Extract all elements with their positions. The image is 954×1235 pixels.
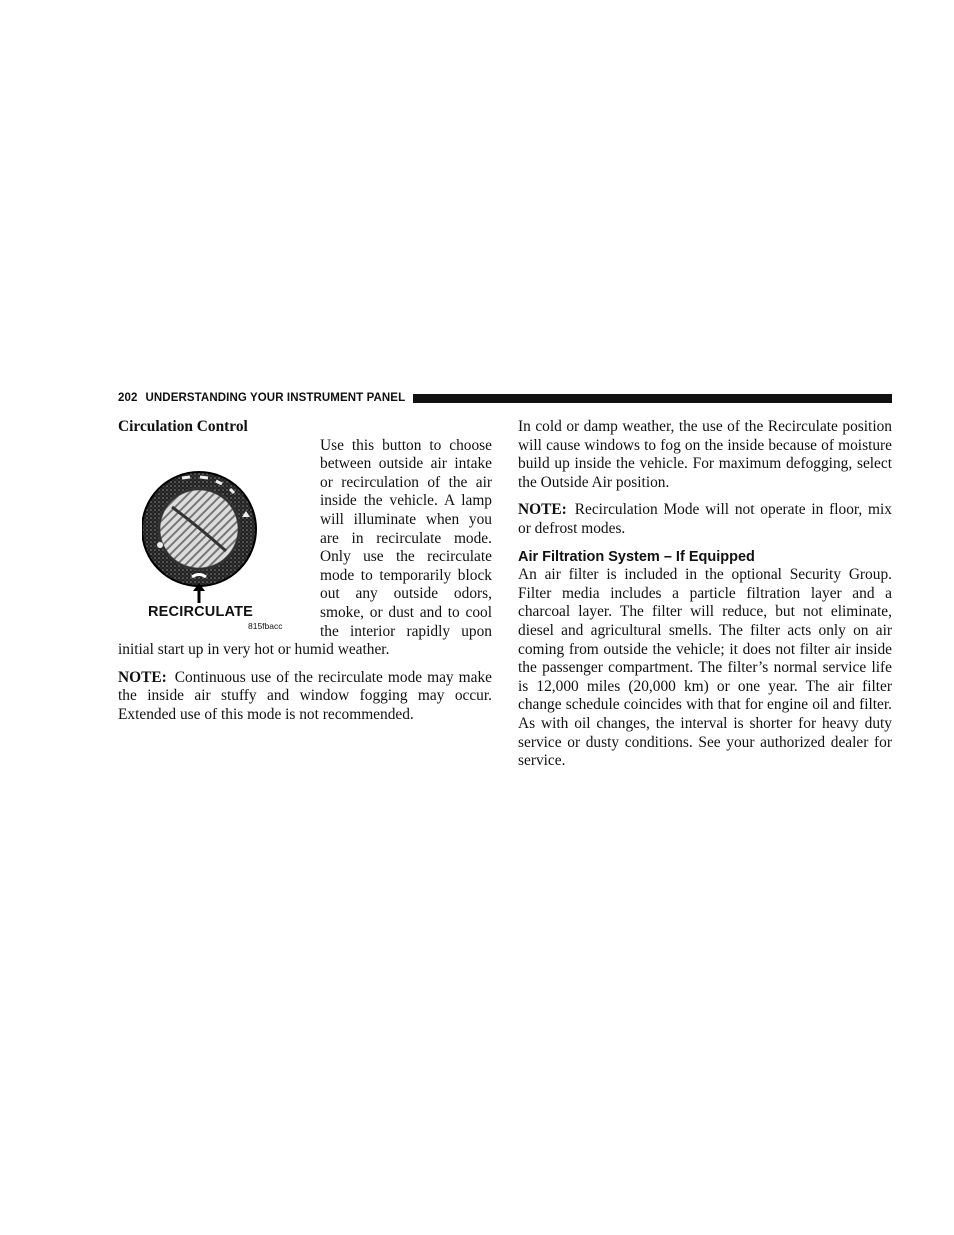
air-filtration-paragraph: An air filter is included in the optional Security Group. Filter media includes a particle filtration layer and a charcoal layer. The filter will reduce, but not eliminate, diesel and agricultural smells. The filter acts only on air coming from outside the vehicle; it does not filter air inside the passenger compartment. The filter’s normal service life is 12,000 miles (20,000 km) or one year. The air filter change schedule coincides with that for engine oil and filter. As with oil changes, the interval is shorter for heavy duty service or dusty conditions. See your authorized dealer for service. <box>518 566 892 770</box>
note-text: Recirculation Mode will not operate in floor, mix or defrost modes. <box>518 501 892 537</box>
recirculate-label: RECIRCULATE <box>148 603 254 620</box>
right-column <box>518 418 892 771</box>
note-label: NOTE: <box>118 668 167 686</box>
note-label: NOTE: <box>518 501 567 519</box>
page-number: 202 <box>118 392 138 404</box>
cold-weather-paragraph: In cold or damp weather, the use of the Recirculate position will cause windows to fog on the inside because of moisture build up inside the vehicle. For maximum defogging, select the Outside Air position. <box>518 418 892 491</box>
left-column <box>118 418 492 725</box>
recirculate-knob-figure <box>142 437 314 631</box>
header-rule <box>413 394 892 403</box>
section-title: UNDERSTANDING YOUR INSTRUMENT PANEL <box>145 392 406 404</box>
figure-code: 815fbacc <box>248 620 283 631</box>
note-text: Continuous use of the recirculate mode may make the inside air stuffy and window fogging may occur. Extended use of this mode is not recommended. <box>118 668 492 723</box>
page-header <box>118 390 892 406</box>
right-note-paragraph <box>518 501 892 538</box>
left-note-paragraph <box>118 669 492 725</box>
circulation-control-heading: Circulation Control <box>118 418 248 435</box>
recirculate-knob-icon <box>142 437 314 627</box>
air-filtration-heading: Air Filtration System – If Equipped <box>518 548 755 565</box>
circulation-intro-paragraph: Use this button to choose between outside air intake or recirculation of the air inside the vehicle. A lamp will illuminate when you are in recirculate mode. Only use the recirculate mode to temporarily block out any outside odors, smoke, or dust and to cool the interior rapidly upon initial start up in very hot or humid weather. <box>118 436 492 659</box>
